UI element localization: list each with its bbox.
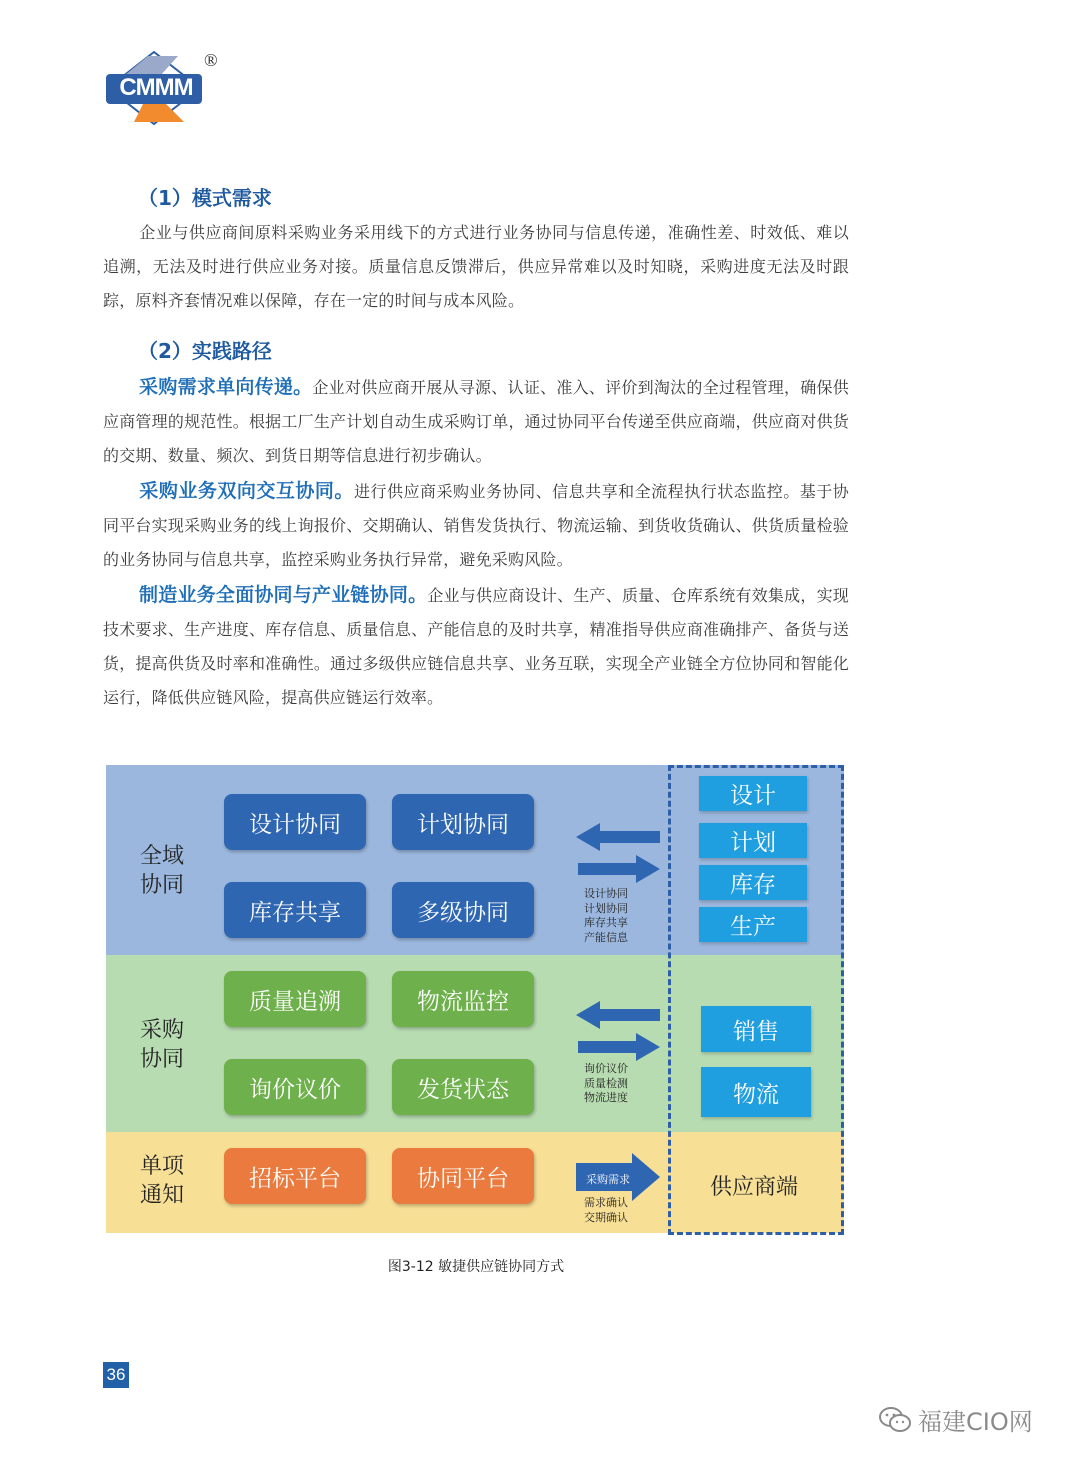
- band-label-global: 全域 协同: [140, 844, 185, 898]
- p2-lead: 采购业务双向交互协同。: [139, 480, 354, 502]
- p1-lead: 采购需求单向传递。: [139, 376, 313, 398]
- notes-notification: 需求确认 交期确认: [584, 1196, 628, 1224]
- logo-text: CMMM: [119, 74, 193, 101]
- section2-paragraph-3: [103, 578, 849, 715]
- p3-lead: 制造业务全面协同与产业链协同。: [139, 584, 428, 606]
- pill-quality-trace: 质量追溯: [224, 971, 366, 1027]
- supply-chain-diagram: [106, 765, 844, 1233]
- pill-bidding-platform: 招标平台: [224, 1148, 366, 1204]
- section1-paragraph: [103, 216, 849, 318]
- notes-global: 设计协同 计划协同 库存共享 产能信息: [584, 887, 628, 944]
- supplier-item-production: 生产: [699, 907, 807, 942]
- registered-mark: ®: [204, 50, 218, 70]
- cmmm-logo: [104, 50, 224, 126]
- bidirectional-arrow-icon: [576, 999, 662, 1065]
- section2-paragraph-2: [103, 474, 849, 577]
- pill-design-collab: 设计协同: [224, 794, 366, 850]
- section2-paragraph-1: [103, 370, 849, 473]
- p1-text: 企业对供应商开展从寻源、认证、准入、评价到淘汰的全过程管理，确保供应商管理的规范性。根据工厂生产计划自动生成采购订单，通过协同平台传递至供应商端，供应商对供货的交期、数量、频次、到货日期等信息进行初步确认。: [103, 378, 849, 465]
- section1-text: 企业与供应商间原料采购业务采用线下的方式进行业务协同与信息传递，准确性差、时效低、难以追溯，无法及时进行供应业务对接。质量信息反馈滞后，供应异常难以及时知晓，采购进度无法及时跟踪，原料齐套情况难以保障，存在一定的时间与成本风险。: [103, 223, 849, 310]
- pill-multilevel-collab: 多级协同: [392, 882, 534, 938]
- pill-inquiry-negotiation: 询价议价: [224, 1059, 366, 1115]
- supplier-item-inventory: 库存: [699, 865, 807, 900]
- figure-caption: 图3-12 敏捷供应链协同方式: [387, 1259, 565, 1275]
- pill-shipping-status: 发货状态: [392, 1059, 534, 1115]
- supplier-item-sales: 销售: [701, 1006, 811, 1052]
- band-label-procurement: 采购 协同: [140, 1018, 185, 1072]
- watermark: [878, 1402, 1033, 1437]
- watermark-text: 福建CIO网: [918, 1408, 1033, 1436]
- notes-procurement: 询价议价 质量检测 物流进度: [584, 1062, 628, 1104]
- band-label-notification: 单项 通知: [140, 1154, 185, 1208]
- pill-plan-collab: 计划协同: [392, 794, 534, 850]
- arrow-label-demand: 采购需求: [586, 1173, 630, 1186]
- pill-logistics-monitor: 物流监控: [392, 971, 534, 1027]
- pill-collab-platform: 协同平台: [392, 1148, 534, 1204]
- p3-text: 企业与供应商设计、生产、质量、仓库系统有效集成，实现技术要求、生产进度、库存信息、质量信息、产能信息的及时共享，精准指导供应商准确排产、备货与送货，提高供货及时率和准确性。通过多级供应链信息共享、业务互联，实现全产业链全方位协同和智能化运行，降低供应链风险，提高供应链运行效率。: [103, 586, 849, 707]
- supplier-item-plan: 计划: [699, 823, 807, 858]
- supplier-item-design: 设计: [699, 776, 807, 811]
- wechat-icon: [878, 1405, 912, 1435]
- supplier-item-logistics: 物流: [701, 1067, 811, 1117]
- p2-text: 进行供应商采购业务协同、信息共享和全流程执行状态监控。基于协同平台实现采购业务的线上询报价、交期确认、销售发货执行、物流运输、到货收货确认、供货质量检验的业务协同与信息共享，监控采购业务执行异常，避免采购风险。: [103, 482, 849, 569]
- page-number: 36: [103, 1362, 129, 1388]
- section2-heading: （2）实践路径: [138, 339, 272, 363]
- pill-inventory-share: 库存共享: [224, 882, 366, 938]
- bidirectional-arrow-icon: [576, 821, 662, 887]
- section1-heading: （1）模式需求: [138, 186, 272, 210]
- supplier-end-label: 供应商端: [710, 1175, 799, 1200]
